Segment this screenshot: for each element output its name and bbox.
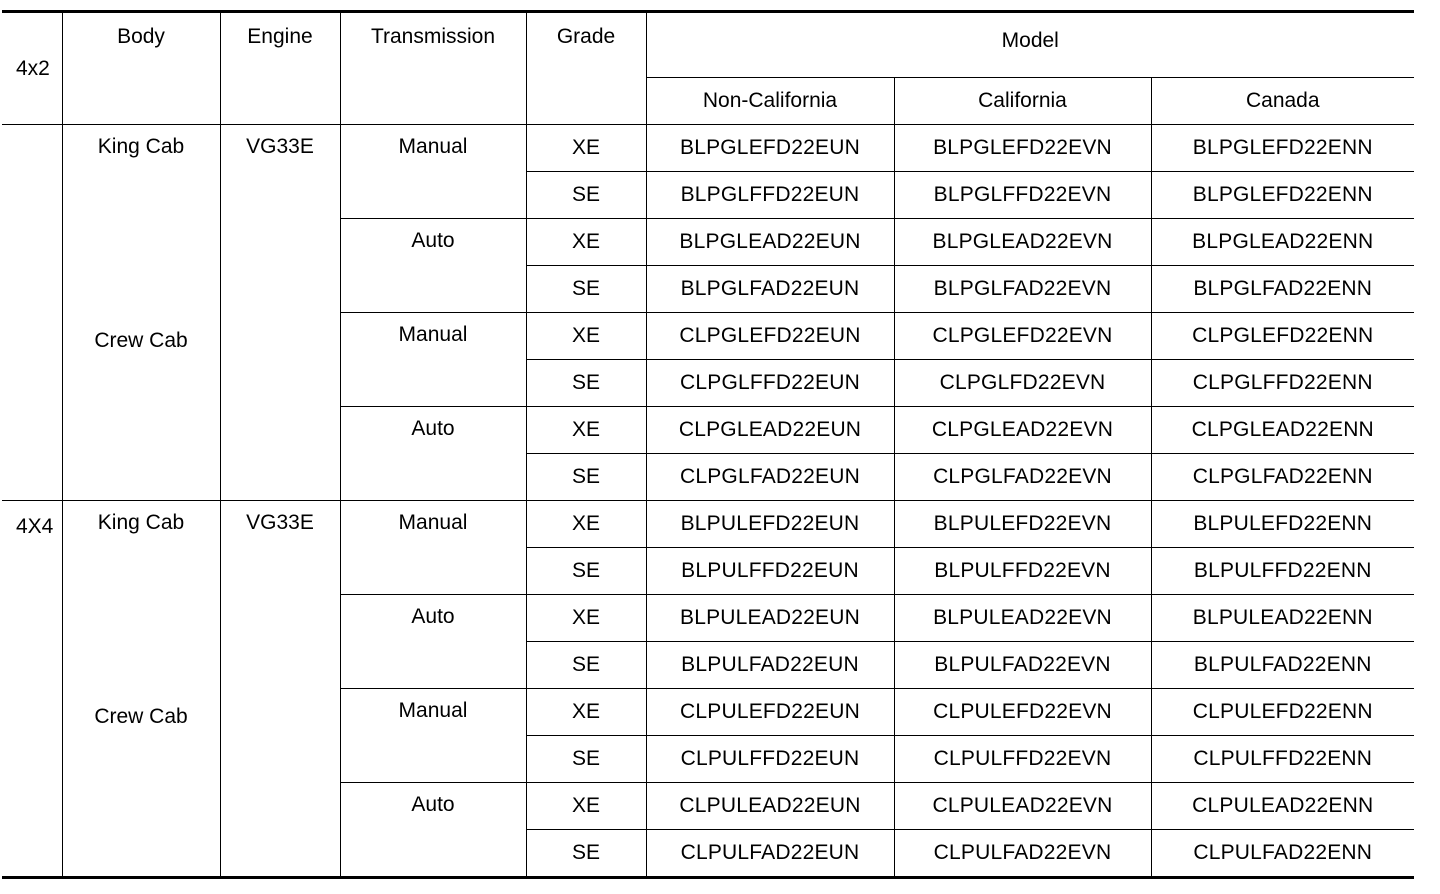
transmission-cell: Auto xyxy=(340,219,526,313)
transmission-header: Transmission xyxy=(340,12,526,125)
california-header: California xyxy=(894,78,1151,125)
transmission-cell: Manual xyxy=(340,501,526,595)
canada-code: CLPULFAD22ENN xyxy=(1151,830,1414,878)
grade-cell: SE xyxy=(526,172,646,219)
non-california-code: CLPGLEAD22EUN xyxy=(646,407,894,454)
body-label: King Cab xyxy=(97,135,185,158)
grade-cell: XE xyxy=(526,313,646,360)
grade-cell: XE xyxy=(526,783,646,830)
non-california-code: BLPGLFFD22EUN xyxy=(646,172,894,219)
body-cell xyxy=(62,501,220,878)
body-cell xyxy=(62,125,220,501)
non-california-code: CLPGLFAD22EUN xyxy=(646,454,894,501)
body-label: King Cab xyxy=(97,511,185,534)
model-code-document xyxy=(0,8,1440,894)
grade-cell: XE xyxy=(526,501,646,548)
grade-cell: SE xyxy=(526,454,646,501)
transmission-cell: Auto xyxy=(340,595,526,689)
canada-code: BLPULEFD22ENN xyxy=(1151,501,1414,548)
non-california-code: BLPGLEFD22EUN xyxy=(646,125,894,172)
canada-code: CLPULFFD22ENN xyxy=(1151,736,1414,783)
drive-cell: 4x2 xyxy=(2,12,62,125)
transmission-cell: Auto xyxy=(340,407,526,501)
engine-header: Engine xyxy=(220,12,340,125)
canada-code: CLPULEFD22ENN xyxy=(1151,689,1414,736)
grade-header: Grade xyxy=(526,12,646,125)
non-california-code: CLPULEFD22EUN xyxy=(646,689,894,736)
non-california-code: BLPULEAD22EUN xyxy=(646,595,894,642)
california-code: CLPGLFD22EVN xyxy=(894,360,1151,407)
table-row xyxy=(2,501,1414,548)
california-code: CLPULFAD22EVN xyxy=(894,830,1151,878)
table-row xyxy=(2,125,1414,172)
california-code: CLPULEAD22EVN xyxy=(894,783,1151,830)
non-california-code: BLPULFAD22EUN xyxy=(646,642,894,689)
canada-code: BLPULFAD22ENN xyxy=(1151,642,1414,689)
non-california-header: Non-California xyxy=(646,78,894,125)
transmission-cell: Manual xyxy=(340,125,526,219)
california-code: BLPGLEAD22EVN xyxy=(894,219,1151,266)
non-california-code: BLPULEFD22EUN xyxy=(646,501,894,548)
grade-cell: SE xyxy=(526,548,646,595)
canada-code: BLPGLEAD22ENN xyxy=(1151,219,1414,266)
body-label: Crew Cab xyxy=(94,329,188,352)
canada-code: BLPGLFAD22ENN xyxy=(1151,266,1414,313)
grade-cell: XE xyxy=(526,125,646,172)
canada-code: BLPULFFD22ENN xyxy=(1151,548,1414,595)
engine-cell: VG33E xyxy=(220,125,340,501)
drive-spacer-cell xyxy=(2,125,62,501)
california-code: BLPULEAD22EVN xyxy=(894,595,1151,642)
canada-code: BLPGLEFD22ENN xyxy=(1151,172,1414,219)
non-california-code: BLPGLEAD22EUN xyxy=(646,219,894,266)
non-california-code: CLPULFAD22EUN xyxy=(646,830,894,878)
header-row-1 xyxy=(2,12,1414,78)
transmission-cell: Auto xyxy=(340,783,526,878)
california-code: BLPULEFD22EVN xyxy=(894,501,1151,548)
grade-cell: XE xyxy=(526,219,646,266)
non-california-code: CLPULFFD22EUN xyxy=(646,736,894,783)
body-label: Crew Cab xyxy=(94,705,188,728)
grade-cell: SE xyxy=(526,736,646,783)
california-code: CLPULEFD22EVN xyxy=(894,689,1151,736)
engine-cell: VG33E xyxy=(220,501,340,878)
grade-cell: XE xyxy=(526,595,646,642)
grade-cell: SE xyxy=(526,642,646,689)
canada-code: CLPGLEFD22ENN xyxy=(1151,313,1414,360)
model-code-table xyxy=(2,10,1414,879)
california-code: BLPULFFD22EVN xyxy=(894,548,1151,595)
canada-code: BLPGLEFD22ENN xyxy=(1151,125,1414,172)
grade-cell: SE xyxy=(526,266,646,313)
model-header: Model xyxy=(646,12,1414,78)
canada-code: CLPULEAD22ENN xyxy=(1151,783,1414,830)
canada-code: BLPULEAD22ENN xyxy=(1151,595,1414,642)
body-header: Body xyxy=(62,12,220,125)
transmission-cell: Manual xyxy=(340,689,526,783)
canada-header: Canada xyxy=(1151,78,1414,125)
non-california-code: CLPGLEFD22EUN xyxy=(646,313,894,360)
grade-cell: XE xyxy=(526,407,646,454)
grade-cell: XE xyxy=(526,689,646,736)
non-california-code: CLPULEAD22EUN xyxy=(646,783,894,830)
california-code: CLPULFFD22EVN xyxy=(894,736,1151,783)
california-code: BLPULFAD22EVN xyxy=(894,642,1151,689)
non-california-code: BLPGLFAD22EUN xyxy=(646,266,894,313)
canada-code: CLPGLFFD22ENN xyxy=(1151,360,1414,407)
transmission-cell: Manual xyxy=(340,313,526,407)
drive-cell: 4X4 xyxy=(2,501,62,878)
california-code: CLPGLFAD22EVN xyxy=(894,454,1151,501)
non-california-code: BLPULFFD22EUN xyxy=(646,548,894,595)
grade-cell: SE xyxy=(526,830,646,878)
california-code: CLPGLEAD22EVN xyxy=(894,407,1151,454)
grade-cell: SE xyxy=(526,360,646,407)
california-code: CLPGLEFD22EVN xyxy=(894,313,1151,360)
canada-code: CLPGLFAD22ENN xyxy=(1151,454,1414,501)
california-code: BLPGLEFD22EVN xyxy=(894,125,1151,172)
california-code: BLPGLFFD22EVN xyxy=(894,172,1151,219)
california-code: BLPGLFAD22EVN xyxy=(894,266,1151,313)
canada-code: CLPGLEAD22ENN xyxy=(1151,407,1414,454)
non-california-code: CLPGLFFD22EUN xyxy=(646,360,894,407)
